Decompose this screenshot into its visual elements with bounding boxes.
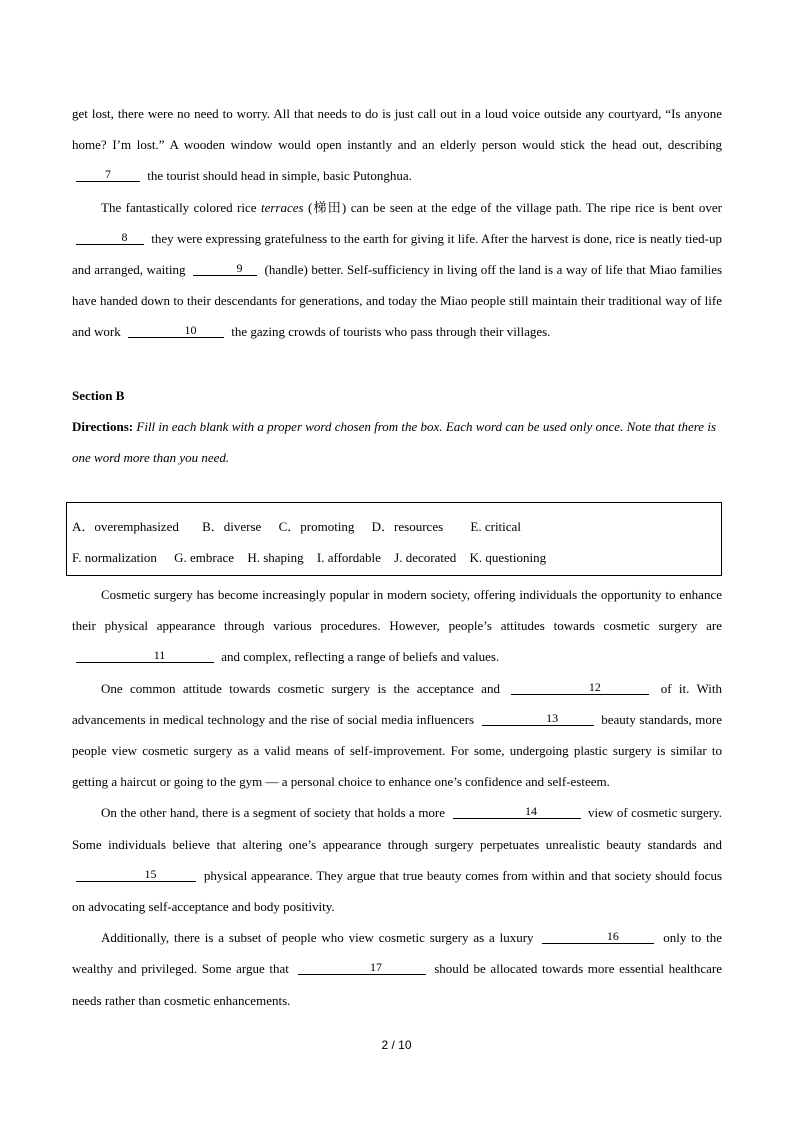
- text: of it. With advancements in medical technology and the rise of social media influencers: [72, 680, 722, 727]
- text: only to the wealthy and privileged. Some argue that: [72, 930, 723, 977]
- blank-9[interactable]: 9: [193, 261, 257, 276]
- text: and complex, reflecting a range of beliefs and values.: [221, 649, 500, 665]
- blank-16[interactable]: 16: [542, 929, 654, 944]
- blank-17[interactable]: 17: [298, 960, 426, 975]
- passage-b-paragraph-3: [72, 797, 722, 922]
- text: they were expressing gratefulness to the earth for giving it life. After the harvest is done, rice is neatly tied-up and arranged, waiting: [72, 230, 723, 278]
- option-b: B．diverse: [202, 519, 262, 534]
- word-box-row-1: [72, 517, 535, 537]
- directions: [72, 411, 722, 473]
- italic-term: terraces: [260, 199, 304, 215]
- option-e: E. critical: [470, 519, 521, 534]
- text: (handle) better. Self-sufficiency in living off the land is a way of life that Miao families have handed down to their descendants for generations, and today the Miao people still maintain their traditional way of life and work: [72, 262, 723, 340]
- page-number: 2 / 10: [381, 1038, 412, 1052]
- section-b-passage: [72, 579, 722, 1016]
- text: Additionally, there is a subset of people who view cosmetic surgery as a luxury: [101, 930, 534, 946]
- passage-a-paragraph-1: [72, 98, 722, 192]
- text: beauty standards, more people view cosmetic surgery as a valid means of self-improvement. For some, undergoing plastic surgery is similar to getting a haircut or going to the gym — a personal choice to enhance one’s confidence and self-esteem.: [72, 711, 723, 790]
- blank-13[interactable]: 13: [482, 711, 594, 726]
- passage-a-paragraph-2: [72, 192, 722, 348]
- blank-10[interactable]: 10: [128, 323, 224, 338]
- text: On the other hand, there is a segment of society that holds a more: [101, 805, 446, 821]
- directions-text: Fill in each blank with a proper word chosen from the box. Each word can be used only once. Note that there is one word more than you need.: [72, 418, 717, 465]
- option-c: C．promoting: [278, 519, 355, 534]
- text: the tourist should head in simple, basic Putonghua.: [147, 168, 412, 184]
- text: (梯田) can be seen at the edge of the village path. The ripe rice is bent over: [308, 199, 723, 215]
- passage-b-paragraph-4: [72, 922, 722, 1016]
- passage-b-paragraph-1: [72, 579, 722, 673]
- option-j: J. decorated: [394, 550, 457, 565]
- blank-7[interactable]: 7: [76, 167, 140, 182]
- text: should be allocated towards more essential healthcare needs rather than cosmetic enhancements.: [72, 961, 722, 1008]
- blank-15[interactable]: 15: [76, 867, 196, 882]
- text: The fantastically colored rice: [101, 199, 257, 215]
- blank-8[interactable]: 8: [76, 230, 144, 245]
- passage-b-paragraph-2: [72, 673, 722, 798]
- text: One common attitude towards cosmetic surgery is the acceptance and: [101, 680, 500, 696]
- directions-label: Directions:: [72, 418, 134, 434]
- option-g: G. embrace: [174, 550, 235, 565]
- option-h: H. shaping: [247, 550, 304, 565]
- section-b-title: Section B: [72, 387, 125, 403]
- option-i: I. affordable: [316, 550, 381, 565]
- option-d: D．resources: [371, 519, 444, 534]
- text: get lost, there were no need to worry. All that needs to do is just call out in a loud voice outside any courtyard, “Is anyone home? I’m lost.” A wooden window would open instantly and an elderly person would stick the head out, describing: [72, 106, 722, 153]
- option-a: A．overemphasized: [72, 519, 179, 534]
- text: the gazing crowds of tourists who pass through their villages.: [231, 324, 551, 340]
- text: view of cosmetic surgery. Some individuals believe that altering one’s appearance through surgery perpetuates unrealistic beauty standards and: [72, 805, 723, 852]
- blank-14[interactable]: 14: [453, 804, 581, 819]
- option-f: F. normalization: [72, 550, 157, 565]
- text: Cosmetic surgery has become increasingly popular in modern society, offering individuals the opportunity to enhance their physical appearance through various procedures. However, people’s attitudes towards cosmetic surgery are: [72, 587, 722, 634]
- blank-12[interactable]: 12: [511, 680, 649, 695]
- text: physical appearance. They argue that true beauty comes from within and that society should focus on advocating self-acceptance and body positivity.: [72, 867, 722, 915]
- blank-11[interactable]: 11: [76, 648, 214, 663]
- word-box: [66, 502, 722, 576]
- word-box-row-2: [72, 548, 560, 568]
- option-k: K. questioning: [469, 550, 547, 565]
- page-top: [72, 0, 722, 473]
